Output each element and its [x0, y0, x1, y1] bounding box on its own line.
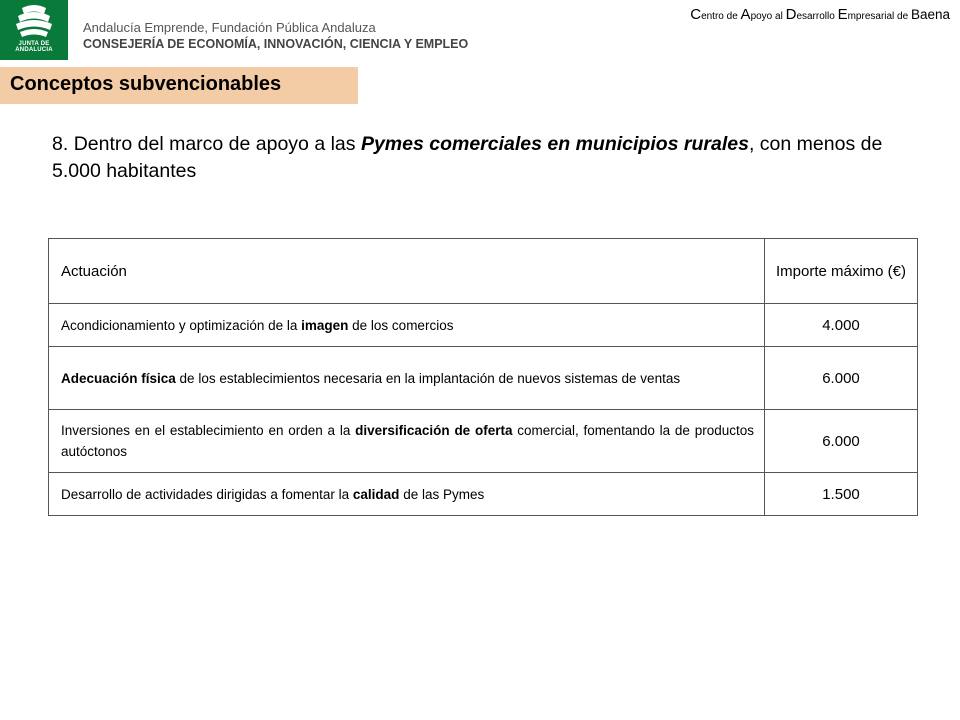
header-actuacion: Actuación — [49, 239, 765, 304]
center-word: esarrollo — [796, 11, 838, 22]
coat-of-arms-icon — [0, 0, 68, 42]
org-name: Andalucía Emprende, Fundación Pública Andaluza — [83, 20, 376, 35]
center-word: entro de — [701, 11, 741, 22]
center-initial: A — [740, 6, 751, 23]
actuacion-cell — [49, 410, 765, 473]
center-name — [690, 6, 950, 23]
table-row — [49, 410, 918, 473]
center-word: poyo al — [750, 11, 786, 22]
section-banner — [0, 67, 358, 104]
actuacion-text: comercial, fomentando la de productos autóctonos — [61, 423, 754, 459]
center-initial: E — [837, 6, 848, 23]
center-initial: C — [690, 6, 702, 23]
actuacion-text: Inversiones en el establecimiento en orden a la — [61, 423, 356, 438]
actuacion-cell — [49, 347, 765, 410]
actuacion-cell — [49, 304, 765, 347]
center-word: mpresarial de — [847, 11, 911, 22]
importe-cell: 1.500 — [765, 473, 918, 516]
table-row — [49, 347, 918, 410]
logo-caption: JUNTA DE ANDALUCIA — [15, 41, 53, 53]
actuaciones-table — [48, 238, 918, 516]
junta-andalucia-logo — [0, 0, 68, 60]
importe-cell: 6.000 — [765, 410, 918, 473]
table-row — [49, 304, 918, 347]
actuacion-keyword: calidad — [352, 486, 400, 502]
center-initial: D — [785, 6, 797, 23]
actuacion-keyword: imagen — [301, 317, 349, 333]
intro-paragraph — [52, 131, 932, 185]
actuacion-text: de los comercios — [348, 317, 454, 333]
actuacion-text: de los establecimientos necesaria en la implantación de nuevos sistemas de ventas — [175, 370, 681, 386]
intro-emphasis: Pymes comerciales en municipios rurales — [360, 133, 749, 155]
actuacion-cell — [49, 473, 765, 516]
header-importe: Importe máximo (€) — [765, 239, 918, 304]
table-row — [49, 473, 918, 516]
actuacion-text: Desarrollo de actividades dirigidas a fomentar la — [61, 486, 353, 502]
center-city: Baena — [910, 7, 950, 22]
actuacion-text: Acondicionamiento y optimización de la — [61, 317, 302, 333]
actuacion-text: de las Pymes — [399, 486, 485, 502]
section-title: Conceptos subvencionables — [10, 73, 282, 95]
intro-text-end: , con menos de 5.000 habitantes — [52, 133, 883, 182]
importe-cell: 4.000 — [765, 304, 918, 347]
actuacion-keyword: Adecuación física — [61, 370, 176, 386]
actuacion-keyword: diversificación de oferta — [355, 423, 513, 438]
intro-text: Dentro del marco de apoyo a las — [73, 133, 356, 155]
table-header-row — [49, 239, 918, 304]
intro-number: 8. — [52, 133, 69, 155]
ministry-name: CONSEJERÍA DE ECONOMÍA, INNOVACIÓN, CIENCIA Y EMPLEO — [83, 37, 469, 51]
importe-cell: 6.000 — [765, 347, 918, 410]
